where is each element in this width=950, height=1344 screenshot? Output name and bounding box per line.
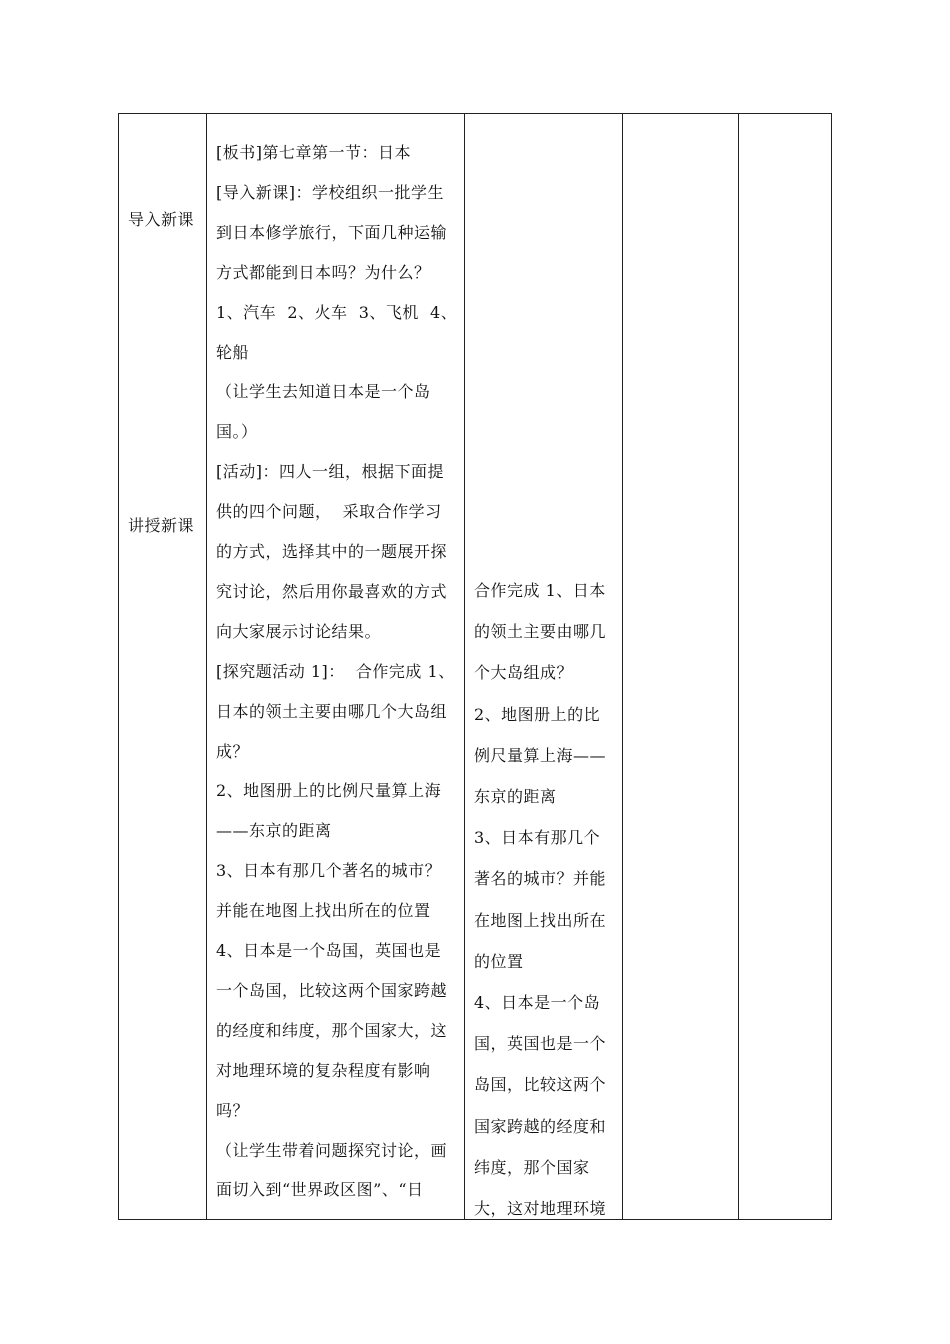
text-line: 著名的城市？并能 <box>474 869 607 889</box>
lesson-table <box>118 113 832 1220</box>
text-line: 成？ <box>216 741 250 761</box>
text-line: 并能在地图上找出所在的位置 <box>216 901 431 921</box>
text-line: 日本的领土主要由哪几个大岛组 <box>216 701 448 721</box>
design-intent-cell <box>623 113 737 1219</box>
text-line: 国。） <box>216 422 258 442</box>
section-label-teach: 讲授新课 <box>128 516 195 535</box>
text-line: 一个岛国，比较这两个国家跨越 <box>216 980 448 1000</box>
text-line: （让学生带着问题探究讨论，画 <box>216 1140 448 1160</box>
text-line: 轮船 <box>216 342 250 362</box>
text-line: 的领土主要由哪几 <box>474 622 607 642</box>
text-line: 国，英国也是一个 <box>474 1034 607 1054</box>
text-line: 个大岛组成？ <box>474 663 574 683</box>
student-activity-cell <box>474 113 620 1219</box>
text-line: 的经度和纬度，那个国家大，这 <box>216 1020 448 1040</box>
text-line: 合作完成 1、日本 <box>474 581 606 600</box>
text-line: 纬度，那个国家 <box>474 1157 590 1177</box>
teacher-activity-cell <box>216 113 462 1219</box>
text-line: 的位置 <box>474 951 524 971</box>
text-line: 2、地图册上的比 <box>474 704 601 724</box>
text-line: [活动]：四人一组，根据下面提 <box>216 462 444 482</box>
text-line: 4、日本是一个岛 <box>474 993 601 1012</box>
text-line: 2、地图册上的比例尺量算上海 <box>216 781 442 801</box>
text-line: 向大家展示讨论结果。 <box>216 621 382 641</box>
text-line: 例尺量算上海—— <box>474 745 607 765</box>
text-line: 3、日本有那几个著名的城市？ <box>216 861 442 881</box>
text-line: [探究题活动 1]： 合作完成 1、 <box>216 661 455 681</box>
col-border-right <box>831 113 832 1220</box>
text-line: 供的四个问题， 采取合作学习 <box>216 502 442 522</box>
text-line: 3、日本有那几个 <box>474 828 601 848</box>
col-border-2 <box>464 113 465 1220</box>
text-line: 究讨论，然后用你最喜欢的方式 <box>216 581 448 601</box>
text-line: 的方式，选择其中的一题展开探 <box>216 542 448 561</box>
text-line: 面切入到“世界政区图”、“日 <box>216 1180 424 1200</box>
col-border-1 <box>206 113 207 1220</box>
table-bottom-border <box>118 1219 832 1220</box>
text-line: ——东京的距离 <box>216 821 332 841</box>
text-line: 国家跨越的经度和 <box>474 1116 607 1136</box>
notes-cell <box>739 113 830 1219</box>
text-line: 吗？ <box>216 1100 250 1120</box>
text-line: 岛国，比较这两个 <box>474 1075 607 1095</box>
text-line: 4、日本是一个岛国，英国也是 <box>216 941 442 960</box>
text-line: （让学生去知道日本是一个岛 <box>216 382 431 402</box>
section-label-intro: 导入新课 <box>128 210 195 229</box>
text-line: 1、汽车 2、火车 3、飞机 4、 <box>216 302 458 322</box>
text-line: 方式都能到日本吗？为什么？ <box>216 262 431 282</box>
text-line: [板书]第七章第一节：日本 <box>216 143 411 162</box>
text-line: 到日本修学旅行，下面几种运输 <box>216 222 448 242</box>
text-line: 大，这对地理环境 <box>474 1199 607 1218</box>
col-border-left <box>118 113 119 1220</box>
text-line: [导入新课]：学校组织一批学生 <box>216 182 444 202</box>
text-line: 东京的距离 <box>474 787 557 806</box>
text-line: 在地图上找出所在 <box>474 910 607 930</box>
text-line: 对地理环境的复杂程度有影响 <box>216 1060 431 1080</box>
